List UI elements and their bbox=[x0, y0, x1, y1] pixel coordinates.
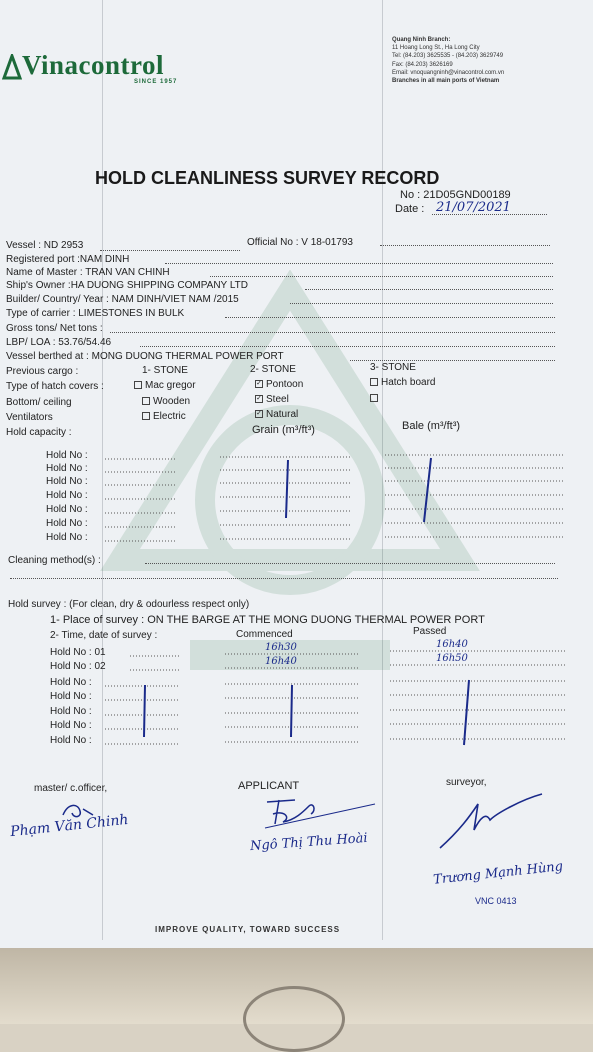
gross-tons: Gross tons/ Net tons : bbox=[6, 323, 103, 334]
bottom-ceiling-label: Bottom/ ceiling bbox=[6, 397, 72, 408]
survey-row-passed: 16h40 bbox=[436, 639, 468, 650]
passed-header: Passed bbox=[413, 626, 447, 637]
builder: Builder/ Country/ Year : NAM DINH/VIET NAM /2015 bbox=[6, 294, 239, 305]
hatch-label: Type of hatch covers : bbox=[6, 381, 104, 392]
survey-time-label: 2- Time, date of survey : bbox=[50, 630, 158, 641]
vent-option-natural[interactable]: ✓ Natural bbox=[256, 409, 299, 420]
hold-row-label: Hold No : bbox=[46, 450, 88, 461]
record-date-label: Date : bbox=[395, 203, 425, 215]
surveyor-signature bbox=[430, 790, 550, 855]
checkbox-icon[interactable] bbox=[134, 381, 142, 389]
record-date-value: 21/07/2021 bbox=[436, 200, 511, 215]
branch-tel: Tel: (84.203) 3625535 - (84.203) 3629749 bbox=[392, 53, 504, 60]
cargo-3: 3- STONE bbox=[370, 362, 416, 373]
checked-box-icon[interactable]: ✓ bbox=[256, 380, 262, 388]
previous-cargo-label: Previous cargo : bbox=[6, 366, 79, 377]
checked-box-icon[interactable]: ✓ bbox=[256, 395, 262, 403]
branch-email: Email: vnoquangninh@vinacontrol.com.vn bbox=[392, 69, 505, 76]
registered-port: Registered port :NAM DINH bbox=[6, 254, 130, 265]
survey-row-hold: Hold No : bbox=[50, 677, 92, 688]
master-name: Name of Master : TRAN VAN CHINH bbox=[6, 267, 170, 278]
vessel-name: Vessel : ND 2953 bbox=[6, 240, 84, 251]
checkbox-icon[interactable] bbox=[370, 378, 378, 386]
checkbox-icon[interactable] bbox=[142, 397, 150, 405]
record-number: No : 21D05GND00189 bbox=[400, 189, 511, 201]
checkbox-icon[interactable] bbox=[142, 412, 150, 420]
survey-row-hold: Hold No : bbox=[50, 706, 92, 717]
master-signature-label: master/ c.officer, bbox=[34, 783, 108, 794]
commenced-header: Commenced bbox=[236, 629, 293, 640]
survey-row-hold: Hold No : bbox=[50, 691, 92, 702]
footer-slogan: IMPROVE QUALITY, TOWARD SUCCESS bbox=[155, 925, 341, 934]
survey-row-passed: 16h50 bbox=[436, 653, 468, 664]
survey-place: 1- Place of survey : ON THE BARGE AT THE MONG DUONG THERMAL POWER PORT bbox=[50, 614, 485, 626]
master-signature-name: Phạm Văn Chinh bbox=[9, 811, 130, 841]
hold-row-label: Hold No : bbox=[46, 490, 88, 501]
bale-header: Bale (m³/ft³) bbox=[402, 420, 461, 432]
surveyor-signature-name: Trương Mạnh Hùng bbox=[432, 859, 564, 888]
survey-dotted-lines bbox=[100, 645, 570, 750]
surveyor-code: VNC 0413 bbox=[475, 896, 517, 906]
survey-row-commenced: 16h30 bbox=[265, 642, 297, 653]
hold-row-label: Hold No : bbox=[46, 476, 88, 487]
branch-info bbox=[392, 36, 504, 85]
branch-note: Branches in all main ports of Vietnam bbox=[392, 78, 500, 85]
hold-capacity-label: Hold capacity : bbox=[6, 427, 72, 438]
berthed-at: Vessel berthed at : MONG DUONG THERMAL POWER PORT bbox=[6, 351, 284, 362]
ventilators-label: Ventilators bbox=[6, 412, 53, 423]
capacity-dotted-lines bbox=[100, 448, 570, 548]
hold-survey-heading: Hold survey : (For clean, dry & odourless respect only) bbox=[8, 599, 250, 610]
official-number: Official No : V 18-01793 bbox=[247, 237, 353, 248]
ship-owner: Ship's Owner :HA DUONG SHIPPING COMPANY LTD bbox=[6, 280, 248, 291]
branch-fax: Fax: (84.203) 3626169 bbox=[392, 61, 453, 68]
survey-row-hold: Hold No : bbox=[50, 735, 92, 746]
survey-row-hold: Hold No : 01 bbox=[50, 647, 106, 658]
lbp-loa: LBP/ LOA : 53.76/54.46 bbox=[6, 337, 112, 348]
surveyor-signature-label: surveyor, bbox=[446, 777, 487, 788]
bottom-option-blank[interactable] bbox=[370, 393, 381, 404]
bottom-option-steel[interactable]: ✓ Steel bbox=[256, 394, 289, 405]
cleaning-method-label: Cleaning method(s) : bbox=[8, 555, 101, 566]
home-button[interactable] bbox=[243, 986, 345, 1052]
applicant-signature-name: Ngô Thị Thu Hoài bbox=[249, 830, 368, 855]
applicant-signature-label: APPLICANT bbox=[238, 780, 300, 792]
branch-address: 11 Hoang Long St., Ha Long City bbox=[392, 45, 480, 52]
hatch-option-hatch-board[interactable]: Hatch board bbox=[370, 377, 435, 388]
bottom-option-wooden[interactable]: Wooden bbox=[142, 396, 190, 407]
hold-row-label: Hold No : bbox=[46, 463, 88, 474]
hold-row-label: Hold No : bbox=[46, 504, 88, 515]
checkbox-icon[interactable] bbox=[370, 394, 378, 402]
survey-row-hold: Hold No : 02 bbox=[50, 661, 106, 672]
hatch-option-pontoon[interactable]: ✓ Pontoon bbox=[256, 379, 304, 390]
cargo-1: 1- STONE bbox=[142, 365, 188, 376]
checked-box-icon[interactable]: ✓ bbox=[256, 410, 262, 418]
document-title: HOLD CLEANLINESS SURVEY RECORD bbox=[95, 168, 440, 188]
grain-header: Grain (m³/ft³) bbox=[252, 424, 315, 436]
vinacontrol-logo-icon bbox=[2, 54, 22, 80]
hold-row-label: Hold No : bbox=[46, 532, 88, 543]
logo-since: SINCE 1957 bbox=[134, 79, 178, 85]
applicant-signature bbox=[255, 792, 415, 837]
vent-option-electric[interactable]: Electric bbox=[142, 411, 186, 422]
carrier-type: Type of carrier : LIMESTONES IN BULK bbox=[6, 308, 185, 319]
survey-row-hold: Hold No : bbox=[50, 720, 92, 731]
logo-text: Vinacontrol bbox=[22, 50, 165, 80]
hold-row-label: Hold No : bbox=[46, 518, 88, 529]
hatch-option-macgregor[interactable]: Mac gregor bbox=[134, 380, 196, 391]
branch-name: Quang Ninh Branch: bbox=[392, 37, 451, 43]
cargo-2: 2- STONE bbox=[250, 364, 296, 375]
survey-row-commenced: 16h40 bbox=[265, 656, 297, 667]
